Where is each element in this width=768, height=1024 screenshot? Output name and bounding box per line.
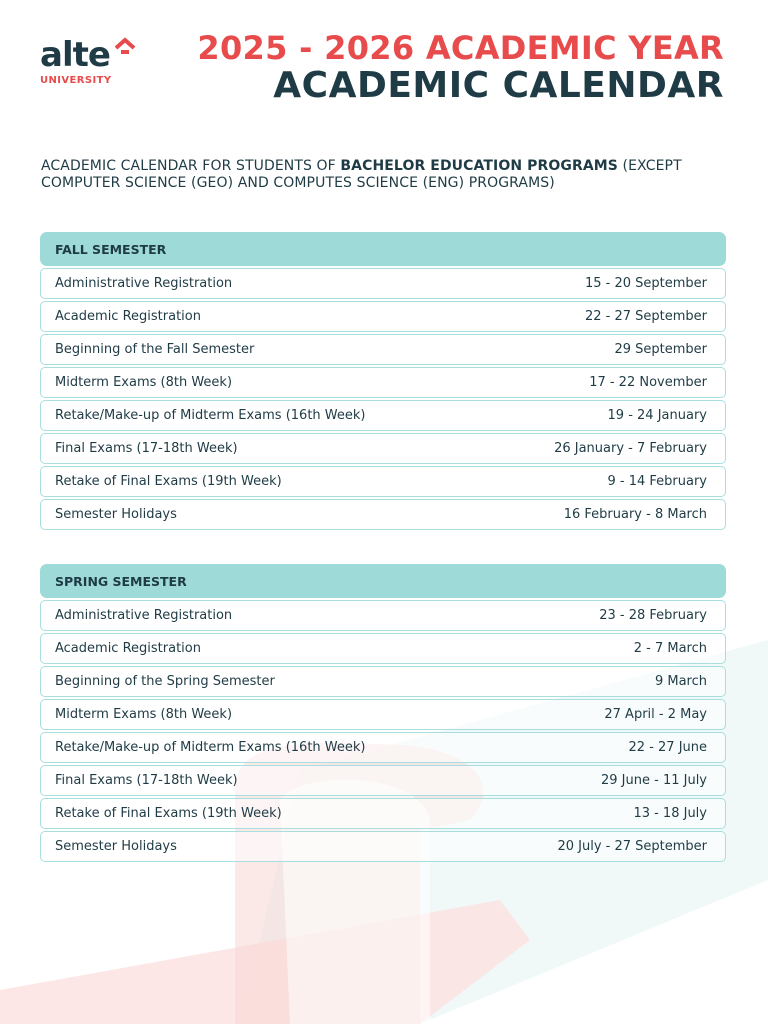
fall-semester-table [40, 232, 726, 530]
row-date: 16 February - 8 March [563, 507, 707, 522]
table-row [40, 633, 726, 664]
intro-text [41, 158, 731, 192]
logo-caret-icon [112, 36, 138, 58]
row-date: 26 January - 7 February [554, 441, 707, 456]
row-date: 2 - 7 March [633, 641, 707, 656]
academic-year-title: 2025 - 2026 ACADEMIC YEAR [197, 29, 724, 67]
row-date: 23 - 28 February [599, 608, 707, 623]
row-date: 22 - 27 June [628, 740, 707, 755]
intro-bold-programs: BACHELOR EDUCATION PROGRAMS [340, 158, 618, 174]
row-label: Retake/Make-up of Midterm Exams (16th Week) [55, 740, 366, 755]
logo-subtitle: UNIVERSITY [40, 75, 112, 86]
table-row [40, 499, 726, 530]
row-date: 15 - 20 September [584, 276, 707, 291]
row-label: Retake/Make-up of Midterm Exams (16th Week) [55, 408, 366, 423]
row-label: Administrative Registration [55, 276, 233, 291]
row-label: Semester Holidays [55, 507, 177, 522]
table-row [40, 600, 726, 631]
row-label: Retake of Final Exams (19th Week) [55, 806, 282, 821]
table-row [40, 268, 726, 299]
logo-text: alte [40, 35, 110, 75]
table-row [40, 433, 726, 464]
row-label: Midterm Exams (8th Week) [55, 707, 233, 722]
row-label: Retake of Final Exams (19th Week) [55, 474, 282, 489]
table-row [40, 699, 726, 730]
spring-semester-table [40, 564, 726, 862]
row-date: 17 - 22 November [589, 375, 707, 390]
row-date: 29 June - 11 July [601, 773, 707, 788]
page-title: ACADEMIC CALENDAR [273, 65, 724, 106]
table-row [40, 732, 726, 763]
row-date: 29 September [614, 342, 707, 357]
table-row [40, 301, 726, 332]
row-date: 13 - 18 July [633, 806, 707, 821]
row-label: Academic Registration [55, 309, 201, 324]
row-label: Academic Registration [55, 641, 201, 656]
intro-suffix: (EXCEPT COMPUTER SCIENCE (GEO) AND COMPUTES SCIENCE (ENG) PROGRAMS) [41, 158, 682, 191]
row-label: Beginning of the Spring Semester [55, 674, 275, 689]
row-date: 20 July - 27 September [557, 839, 707, 854]
row-label: Beginning of the Fall Semester [55, 342, 255, 357]
fall-semester-header: FALL SEMESTER [40, 232, 726, 266]
intro-prefix: ACADEMIC CALENDAR FOR STUDENTS OF [41, 158, 341, 174]
table-row [40, 798, 726, 829]
row-label: Final Exams (17-18th Week) [55, 773, 238, 788]
table-row [40, 831, 726, 862]
table-row [40, 765, 726, 796]
row-label: Final Exams (17-18th Week) [55, 441, 238, 456]
row-label: Semester Holidays [55, 839, 177, 854]
table-row [40, 666, 726, 697]
university-logo[interactable] [40, 35, 138, 86]
logo-wordmark [40, 35, 138, 75]
row-label: Midterm Exams (8th Week) [55, 375, 233, 390]
row-date: 9 March [654, 674, 707, 689]
row-date: 19 - 24 January [607, 408, 707, 423]
row-date: 22 - 27 September [584, 309, 707, 324]
row-date: 27 April - 2 May [604, 707, 707, 722]
spring-semester-header: SPRING SEMESTER [40, 564, 726, 598]
row-label: Administrative Registration [55, 608, 233, 623]
table-row [40, 400, 726, 431]
table-row [40, 466, 726, 497]
table-row [40, 367, 726, 398]
page-header [197, 30, 724, 106]
table-row [40, 334, 726, 365]
row-date: 9 - 14 February [607, 474, 707, 489]
